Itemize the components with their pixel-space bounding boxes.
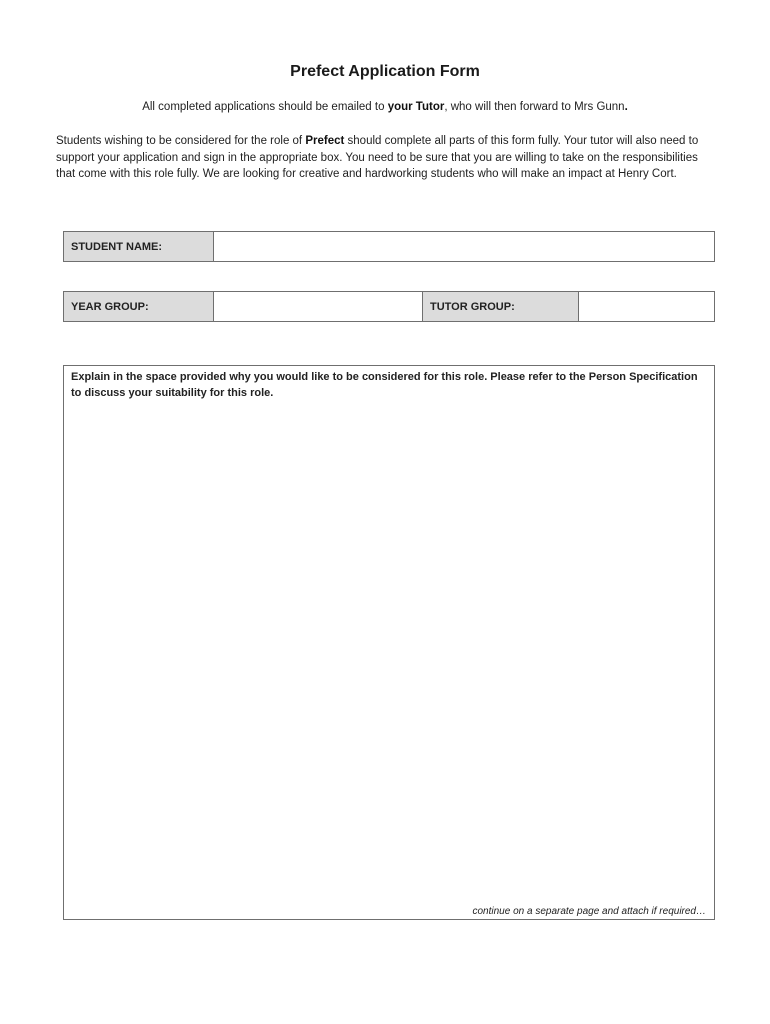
student-name-field[interactable]: [214, 232, 714, 261]
email-instruction: [0, 101, 770, 113]
student-name-row: [63, 231, 715, 262]
year-group-field[interactable]: [214, 292, 423, 321]
continue-note: continue on a separate page and attach if required…: [472, 906, 706, 917]
explanation-box: [63, 365, 715, 920]
group-row: [63, 291, 715, 322]
page-title: Prefect Application Form: [290, 63, 480, 80]
email-instruction-period: .: [624, 101, 628, 113]
explanation-field[interactable]: [70, 406, 708, 895]
tutor-group-field[interactable]: [579, 292, 714, 321]
email-instruction-forward: , who will then forward to Mrs Gunn: [444, 101, 625, 113]
email-instruction-text: All completed applications should be emailed to: [142, 101, 388, 113]
intro-text-rest: should complete all parts of this form fully. Your tutor will also need to support your application and sign in the appropriate box. You need to be sure that you are willing to take on the responsibilities that come with this role fully. We are looking for creative and hardworking students who will make an impact at Henry Cort.: [56, 135, 699, 180]
email-instruction-recipient: your Tutor: [387, 101, 445, 113]
intro-role: Prefect: [305, 135, 345, 147]
tutor-group-label: TUTOR GROUP:: [423, 292, 579, 321]
year-group-label: YEAR GROUP:: [64, 292, 214, 321]
student-name-label: STUDENT NAME:: [64, 232, 214, 261]
intro-paragraph: [56, 133, 716, 183]
intro-text-start: Students wishing to be considered for the role of: [56, 135, 306, 147]
explanation-prompt: Explain in the space provided why you would like to be considered for this role. Please refer to the Person Specification to discuss your suitability for this role.: [71, 371, 698, 399]
